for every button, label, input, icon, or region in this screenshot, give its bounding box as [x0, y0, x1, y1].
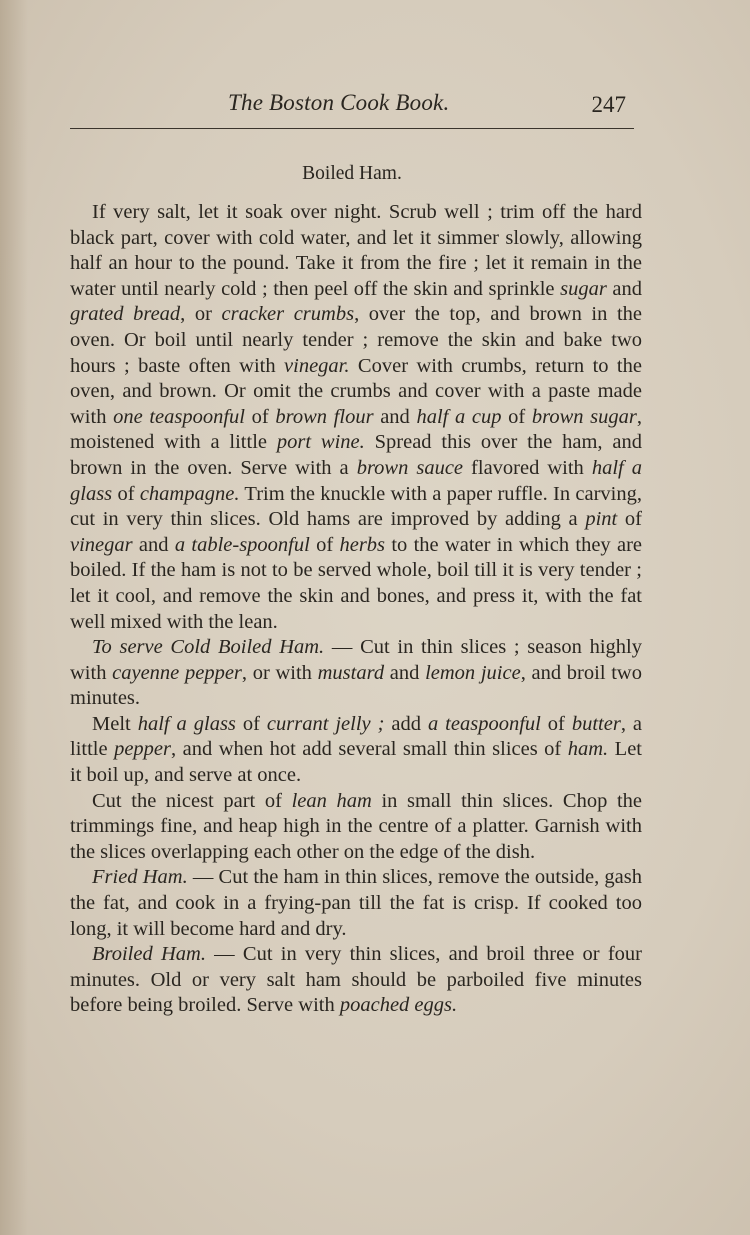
- italic-run: a teaspoonful: [427, 712, 541, 735]
- italic-run: brown sauce: [356, 456, 464, 479]
- text-run: of: [235, 712, 267, 735]
- text-run: , or: [180, 303, 222, 326]
- text-run: in small thin slices. Chop the trimmings fine, and heap high in the centre of a platter. Garnish with the slices overlapping each other on the edge of the dish.: [70, 789, 642, 863]
- italic-run: half a cup: [416, 405, 502, 428]
- italic-run: half a glass: [70, 456, 642, 505]
- italic-run: a table-spoonful: [174, 533, 310, 556]
- italic-run: cayenne pepper: [112, 661, 242, 684]
- italic-run: Fried Ham.: [92, 866, 188, 889]
- text-run: If very salt, let it soak over night. Scrub well ; trim off the hard black part, cover with cold water, and let it simmer slowly, allowing half an hour to the pound. Take it from the fire ; let it remain in the water until nearly cold ; then peel off the skin and sprinkle: [70, 201, 642, 300]
- italic-run: half a glass: [137, 712, 236, 735]
- recipe-paragraph: [70, 635, 642, 712]
- text-run: , or with: [241, 661, 318, 684]
- italic-run: lemon juice: [425, 661, 521, 684]
- italic-run: butter: [571, 712, 621, 735]
- italic-run: herbs: [339, 533, 386, 556]
- running-title: The Boston Cook Book.: [228, 90, 450, 115]
- recipe-paragraph: [70, 942, 642, 1019]
- italic-run: mustard: [317, 661, 385, 684]
- italic-run: brown sugar: [531, 405, 637, 428]
- text-run: Trim the knuckle with a paper ruffle. In carving, cut in very thin slices. Old hams are improved by adding a: [70, 482, 642, 531]
- text-run: and: [606, 277, 642, 300]
- text-run: of: [309, 533, 340, 556]
- text-run: of: [617, 508, 643, 531]
- text-run: , and when hot add several small thin slices of: [171, 738, 568, 761]
- text-run: — Cut the ham in thin slices, remove the outside, gash the fat, and cook in a frying-pan till the fat is crisp. If cooked too long, it will become hard and dry.: [70, 866, 642, 940]
- text-run: and: [384, 661, 426, 684]
- text-run: — Cut in very thin slices, and broil three or four minutes. Old or very salt ham should be parboiled five minutes before being broiled. Serve with: [70, 943, 642, 1017]
- italic-run: vinegar.: [284, 354, 350, 377]
- italic-run: To serve Cold Boiled Ham.: [92, 636, 325, 659]
- italic-run: pepper: [114, 738, 171, 761]
- italic-run: champagne.: [139, 482, 240, 505]
- page-header: [70, 86, 634, 126]
- text-run: add: [384, 712, 428, 735]
- text-run: flavored with: [463, 456, 592, 479]
- text-run: Spread this over the ham, and brown in the oven. Serve with a: [70, 431, 642, 479]
- binding-shadow: [0, 0, 28, 1235]
- recipe-body: [70, 200, 642, 1019]
- italic-run: vinegar: [70, 533, 133, 556]
- header-rule: [70, 128, 634, 129]
- text-run: and: [132, 533, 175, 556]
- text-run: Cover with crumbs, return to the oven, and brown. Or omit the crumbs and cover with a paste made with: [70, 354, 642, 428]
- page-number: 247: [591, 92, 626, 117]
- italic-run: brown flour: [275, 405, 374, 428]
- text-run: , and broil two minutes.: [70, 661, 642, 710]
- recipe-paragraph: [70, 789, 642, 866]
- text-run: and: [373, 405, 417, 428]
- italic-run: pint: [585, 508, 618, 531]
- text-run: — Cut in thin slices ; season highly with: [70, 636, 643, 684]
- text-run: of: [501, 405, 532, 428]
- text-run: Let it boil up, and serve at once.: [70, 738, 642, 787]
- section-heading: Boiled Ham.: [302, 163, 402, 184]
- text-run: , over the top, and brown in the oven. Or boil until nearly tender ; remove the skin and bake two hours ; baste often with: [70, 303, 643, 377]
- recipe-paragraph: [70, 865, 642, 942]
- italic-run: currant jelly ;: [266, 712, 385, 735]
- text-run: , moistened with a little: [70, 405, 643, 454]
- text-run: Melt: [92, 712, 138, 735]
- recipe-paragraph: [70, 200, 642, 635]
- italic-run: sugar: [560, 277, 607, 300]
- text-run: Cut the nicest part of: [92, 789, 292, 812]
- text-run: of: [540, 712, 572, 735]
- italic-run: Broiled Ham.: [92, 943, 206, 966]
- recipe-paragraph: [70, 712, 642, 789]
- italic-run: grated bread: [70, 303, 181, 326]
- italic-run: lean ham: [291, 789, 372, 812]
- italic-run: port wine.: [276, 431, 365, 454]
- italic-run: one teaspoonful: [113, 405, 246, 428]
- text-run: to the water in which they are boiled. If the ham is not to be served whole, boil till it is very tender ; let it cool, and remove the skin and bones, and press it, with the fat well mixed with the lean.: [70, 533, 642, 633]
- italic-run: cracker crumbs: [221, 303, 355, 326]
- text-run: of: [245, 405, 276, 428]
- italic-run: ham.: [567, 738, 609, 761]
- text-run: , a little: [70, 712, 642, 761]
- italic-run: poached eggs.: [339, 994, 458, 1017]
- text-run: of: [112, 482, 140, 505]
